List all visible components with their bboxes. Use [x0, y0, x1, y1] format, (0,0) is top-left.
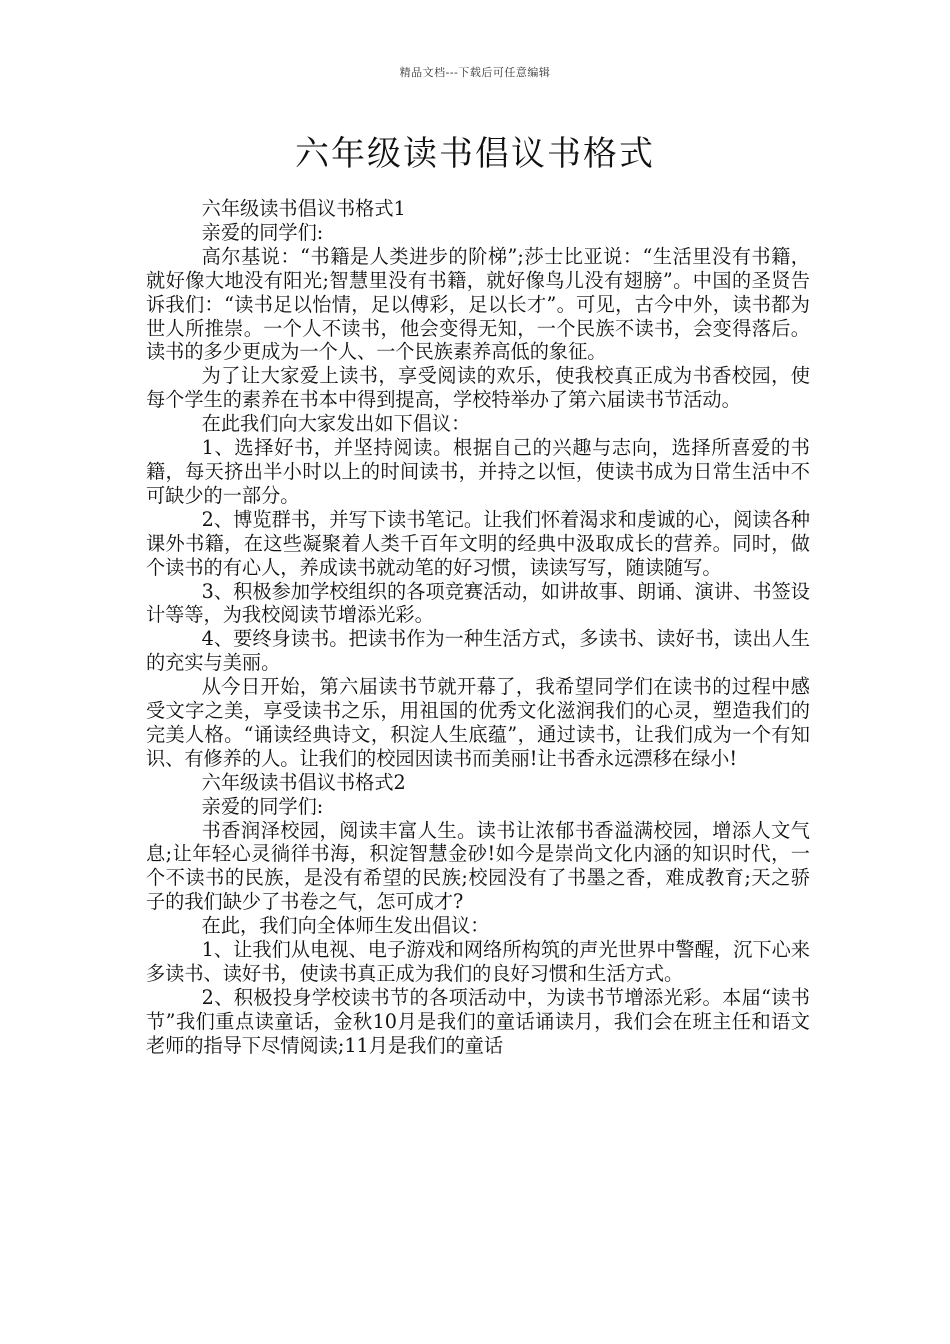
section-heading-1: 六年级读书倡议书格式1 [201, 197, 406, 220]
list-item: 1、选择好书，并坚持阅读。根据自己的兴趣与志向，选择所喜爱的书籍，每天挤出半小时以上的时间读书，并持之以恒，使读书成为日常生活中不可缺少的一部分。 [146, 436, 810, 507]
section-heading-2: 六年级读书倡议书格式2 [201, 770, 406, 794]
list-item: 3、积极参加学校组织的各项竞赛活动，如讲故事、朗诵、演讲、书签设计等等，为我校阅读节增添光彩。 [146, 579, 810, 627]
page-header: 精品文档---下载后可任意编辑 [399, 66, 551, 79]
salutation-1: 亲爱的同学们: [201, 220, 324, 244]
document-title: 六年级读书倡议书格式 [295, 134, 655, 174]
paragraph: 在此，我们向全体师生发出倡议： [201, 914, 490, 938]
paragraph: 从今日开始，第六届读书节就开幕了，我希望同学们在读书的过程中感受文字之美，享受读书之乐，用祖国的优秀文化滋润我们的心灵，塑造我们的完美人格。“诵读经典诗文，积淀人生底蕴”，通过读书，让我们成为一个有知识、有修养的人。让我们的校园因读书而美丽!让书香永远漂移在绿小! [146, 675, 810, 770]
paragraph: 书香润泽校园，阅读丰富人生。读书让浓郁书香溢满校园，增添人文气息;让年轻心灵徜徉书海，积淀智慧金砂!如今是崇尚文化内涵的知识时代，一个不读书的民族，是没有希望的民族;校园没有了书墨之香，难成教育;天之骄子的我们缺少了书卷之气，怎可成才? [146, 818, 810, 914]
paragraph: 在此我们向大家发出如下倡议： [201, 412, 471, 436]
list-item: 4、要终身读书。把读书作为一种生活方式，多读书、读好书，读出人生的充实与美丽。 [146, 627, 810, 675]
list-item: 2、积极投身学校读书节的各项活动中，为读书节增添光彩。本届“读书节”我们重点读童话，金秋10月是我们的童话诵读月，我们会在班主任和语文老师的指导下尽情阅读;11月是我们的童话 [146, 985, 810, 1057]
list-item: 2、博览群书，并写下读书笔记。让我们怀着渴求和虔诚的心，阅读各种课外书籍，在这些凝聚着人类千百年文明的经典中汲取成长的营养。同时，做个读书的有心人，养成读书就动笔的好习惯，读读写写，随读随写。 [146, 507, 810, 579]
salutation-2: 亲爱的同学们: [201, 794, 324, 818]
list-item: 1、让我们从电视、电子游戏和网络所构筑的声光世界中警醒，沉下心来多读书、读好书，使读书真正成为我们的良好习惯和生活方式。 [146, 938, 810, 985]
paragraph: 高尔基说：“书籍是人类进步的阶梯”;莎士比亚说：“生活里没有书籍，就好像大地没有阳光;智慧里没有书籍，就好像鸟儿没有翅膀”。中国的圣贤告诉我们：“读书足以怡情，足以傅彩，足以长才”。可见，古今中外，读书都为世人所推崇。一个人不读书，他会变得无知，一个民族不读书，会变得落后。读书的多少更成为一个人、一个民族素养高低的象征。 [146, 244, 810, 364]
document-body [146, 197, 810, 1058]
paragraph: 为了让大家爱上读书，享受阅读的欢乐，使我校真正成为书香校园，使每个学生的素养在书本中得到提高，学校特举办了第六届读书节活动。 [146, 364, 810, 412]
